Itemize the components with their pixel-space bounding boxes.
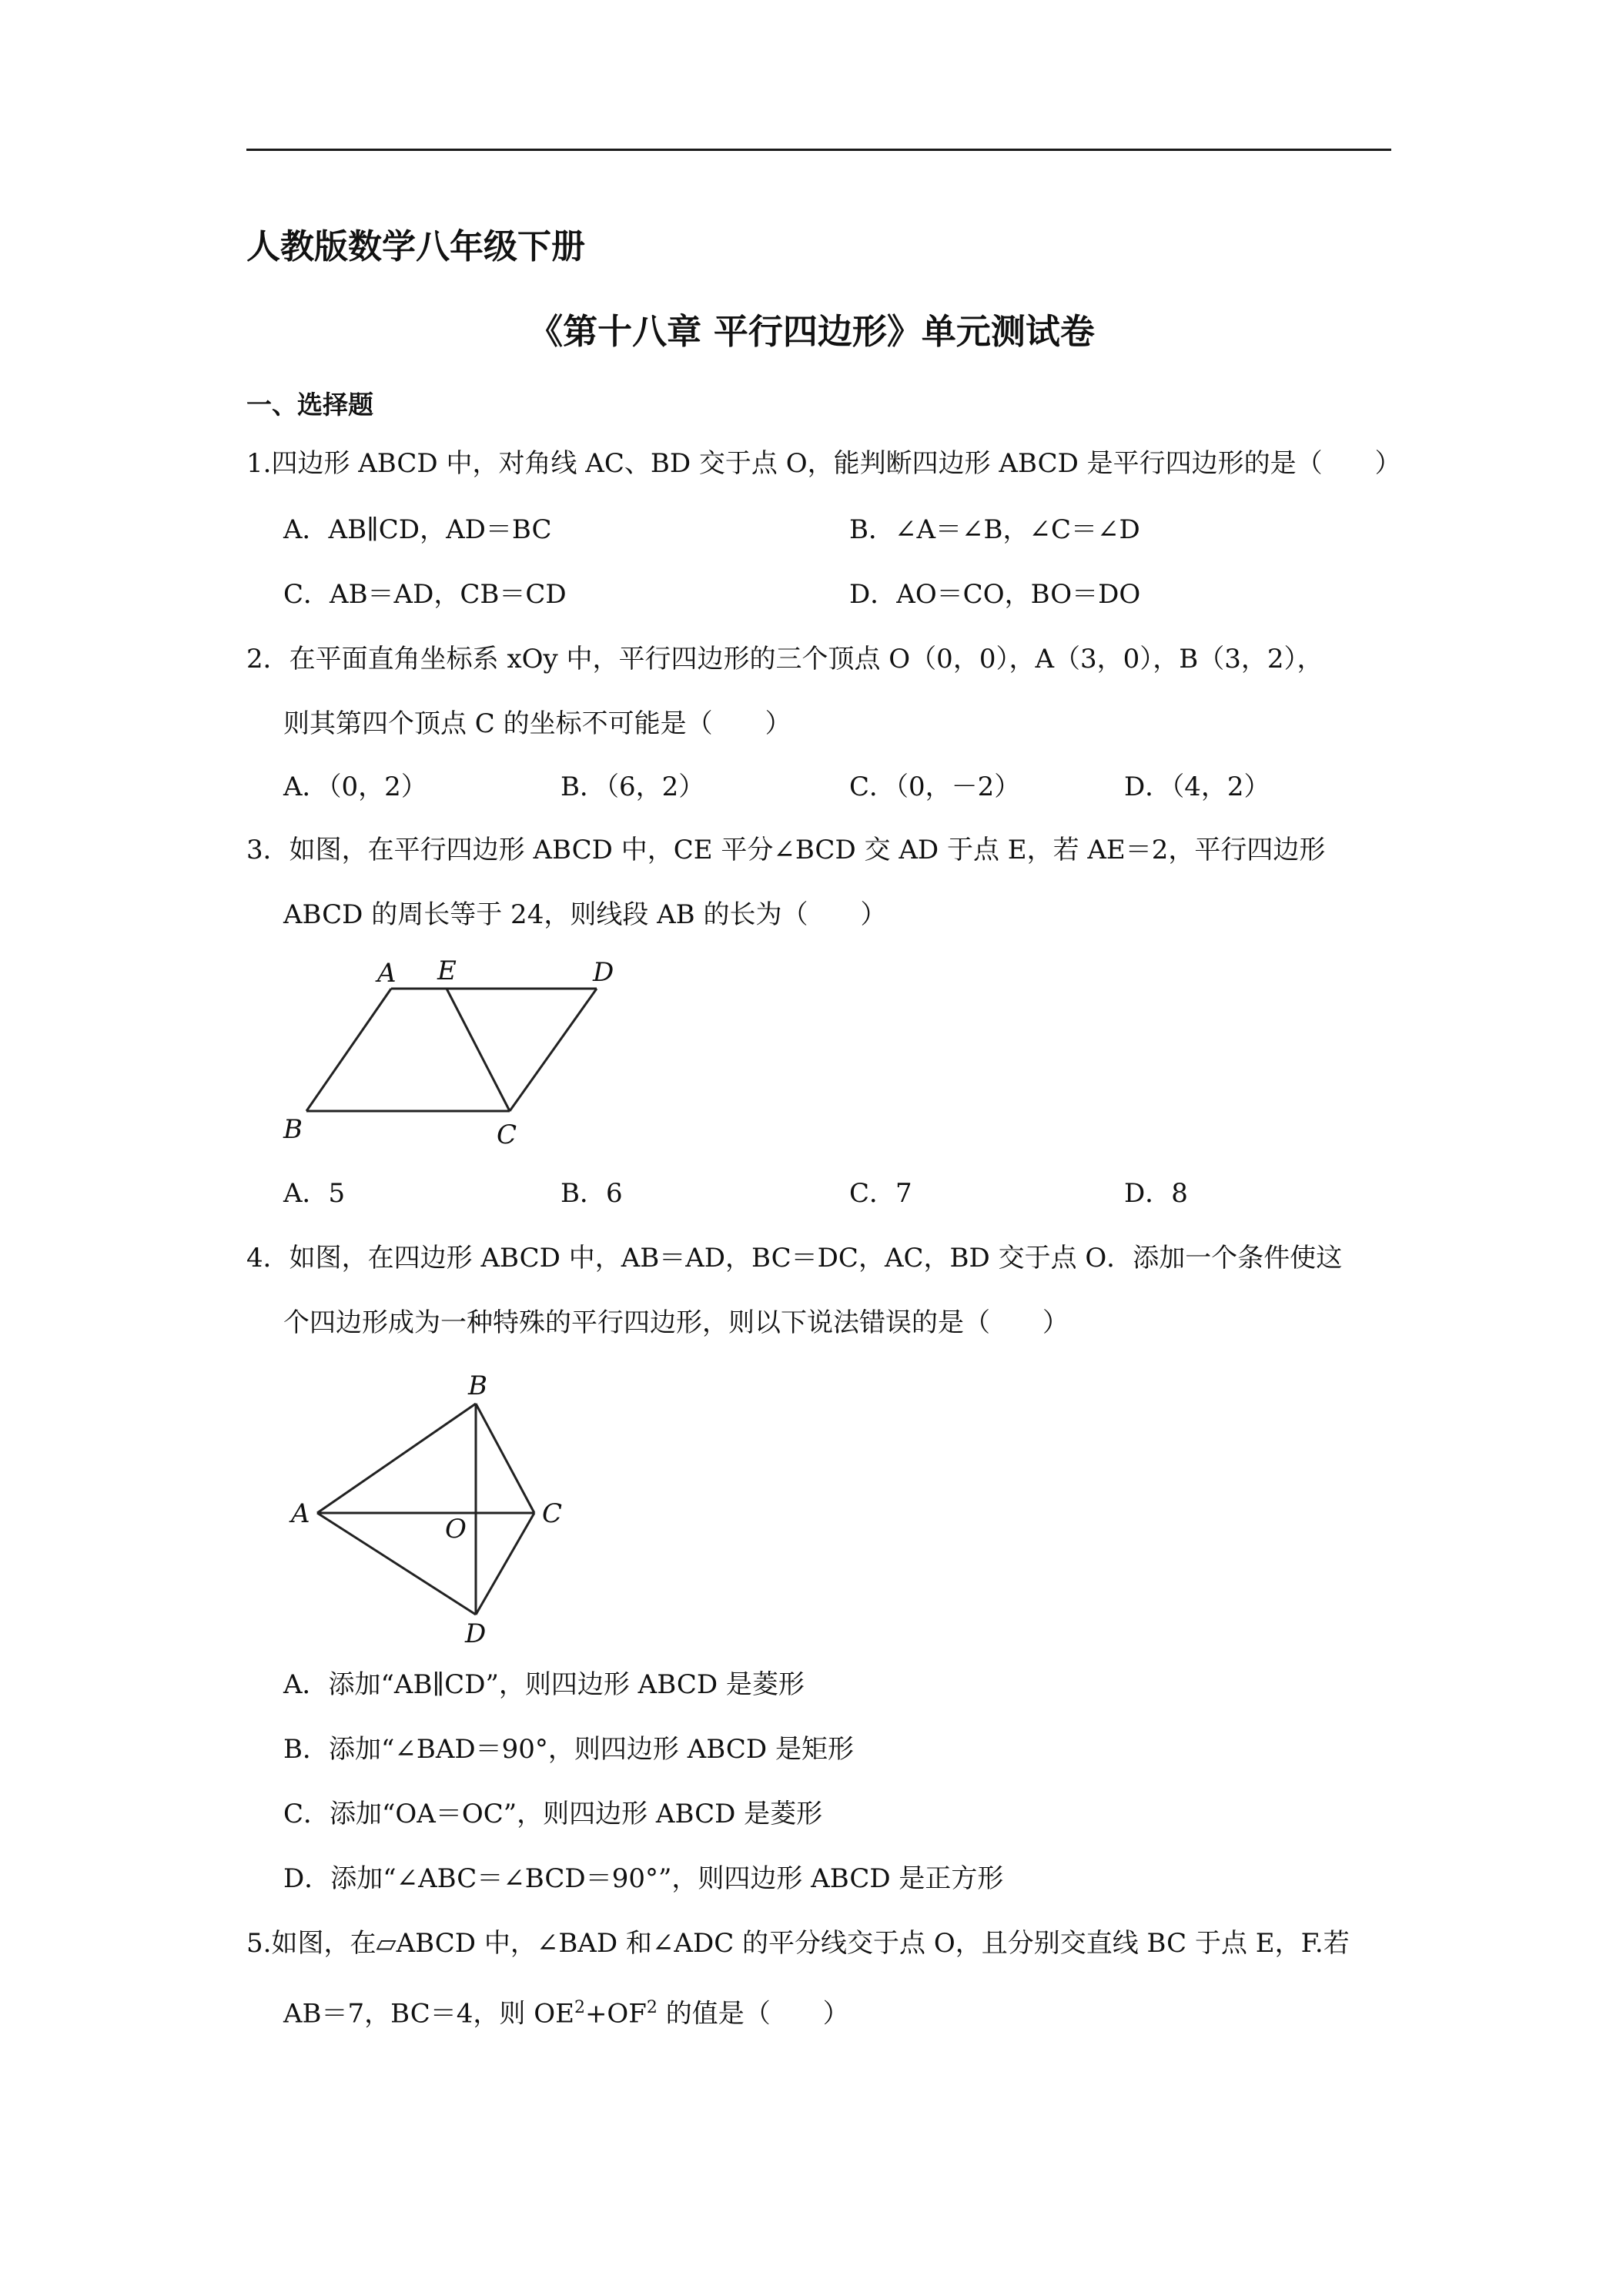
question-4-option-b: B．添加“∠BAD＝90°，则四边形 ABCD 是矩形 bbox=[283, 1734, 854, 1765]
question-1-stem: 1.四边形 ABCD 中，对角线 AC、BD 交于点 O，能判断四边形 ABCD 是平行四边形的是（ ） bbox=[246, 448, 1401, 479]
label-c: C bbox=[542, 1498, 563, 1529]
segment-dc bbox=[510, 989, 597, 1111]
label-o: O bbox=[445, 1514, 467, 1545]
segment-ab bbox=[306, 989, 391, 1111]
question-3-stem-line-2: ABCD 的周长等于 24，则线段 AB 的长为（ ） bbox=[283, 899, 887, 930]
question-2-stem-line-2: 则其第四个顶点 C 的坐标不可能是（ ） bbox=[283, 708, 791, 739]
question-5-stem-line-1: 5.如图，在▱ABCD 中，∠BAD 和∠ADC 的平分线交于点 O，且分别交直线 BC 于点 E，F.若 bbox=[246, 1928, 1350, 1959]
question-3-option-b: B．6 bbox=[561, 1178, 623, 1209]
book-title: 人教版数学八年级下册 bbox=[246, 227, 585, 266]
q5-text-part-3: 的值是（ ） bbox=[657, 1998, 849, 2030]
question-3-option-a: A．5 bbox=[283, 1178, 346, 1209]
question-4-stem-line-2: 个四边形成为一种特殊的平行四边形，则以下说法错误的是（ ） bbox=[283, 1307, 1069, 1338]
question-1-option-d: D．AO＝CO，BO＝DO bbox=[849, 579, 1141, 610]
label-c: C bbox=[497, 1120, 517, 1150]
label-d: D bbox=[593, 957, 614, 988]
segment-bc bbox=[476, 1404, 534, 1513]
question-2-option-a: A．（0，2） bbox=[283, 771, 427, 802]
segment-ab bbox=[317, 1404, 476, 1513]
test-title: 《第十八章 平行四边形》单元测试卷 bbox=[528, 311, 1095, 352]
label-b: B bbox=[283, 1114, 303, 1145]
label-d: D bbox=[465, 1618, 487, 1649]
question-3-option-c: C．7 bbox=[849, 1178, 912, 1209]
question-2-option-c: C．（0，－2） bbox=[849, 771, 1021, 802]
question-1-option-c: C．AB＝AD，CB＝CD bbox=[283, 579, 567, 610]
label-a: A bbox=[377, 958, 397, 989]
question-4-kite-figure bbox=[277, 1367, 585, 1652]
label-a: A bbox=[291, 1498, 310, 1529]
q5-text-part-1: AB＝7，BC＝4，则 OE bbox=[283, 1998, 574, 2030]
question-4-option-a: A．添加“AB∥CD”，则四边形 ABCD 是菱形 bbox=[283, 1669, 805, 1700]
question-4-stem-line-1: 4．如图，在四边形 ABCD 中，AB＝AD，BC＝DC，AC，BD 交于点 O．添加一个条件使这 bbox=[246, 1243, 1343, 1274]
question-3-parallelogram-figure bbox=[277, 955, 631, 1155]
segment-ec bbox=[447, 989, 510, 1111]
question-5-stem-line-2 bbox=[283, 1991, 849, 2030]
question-4-option-d: D．添加“∠ABC＝∠BCD＝90°”，则四边形 ABCD 是正方形 bbox=[283, 1863, 1004, 1894]
q5-text-part-2: +OF bbox=[584, 1998, 647, 2030]
question-3-option-d: D．8 bbox=[1124, 1178, 1188, 1209]
label-b: B bbox=[468, 1371, 487, 1401]
label-e: E bbox=[437, 956, 457, 986]
question-1-option-a: A．AB∥CD，AD＝BC bbox=[283, 514, 552, 545]
segment-cd bbox=[476, 1513, 534, 1615]
question-3-stem-line-1: 3．如图，在平行四边形 ABCD 中，CE 平分∠BCD 交 AD 于点 E，若 AE＝2，平行四边形 bbox=[246, 835, 1326, 865]
q5-superscript-1: 2 bbox=[574, 1998, 585, 2017]
question-1-option-b: B．∠A＝∠B，∠C＝∠D bbox=[849, 514, 1140, 545]
question-2-option-d: D．（4，2） bbox=[1124, 771, 1270, 802]
question-4-option-c: C．添加“OA＝OC”，则四边形 ABCD 是菱形 bbox=[283, 1799, 823, 1829]
q5-superscript-2: 2 bbox=[646, 1998, 658, 2017]
section-heading: 一、选择题 bbox=[246, 390, 373, 420]
question-2-stem-line-1: 2．在平面直角坐标系 xOy 中，平行四边形的三个顶点 O（0，0），A（3，0），B（3，2）， bbox=[246, 644, 1323, 674]
header-rule bbox=[246, 149, 1391, 151]
question-2-option-b: B．（6，2） bbox=[561, 771, 705, 802]
